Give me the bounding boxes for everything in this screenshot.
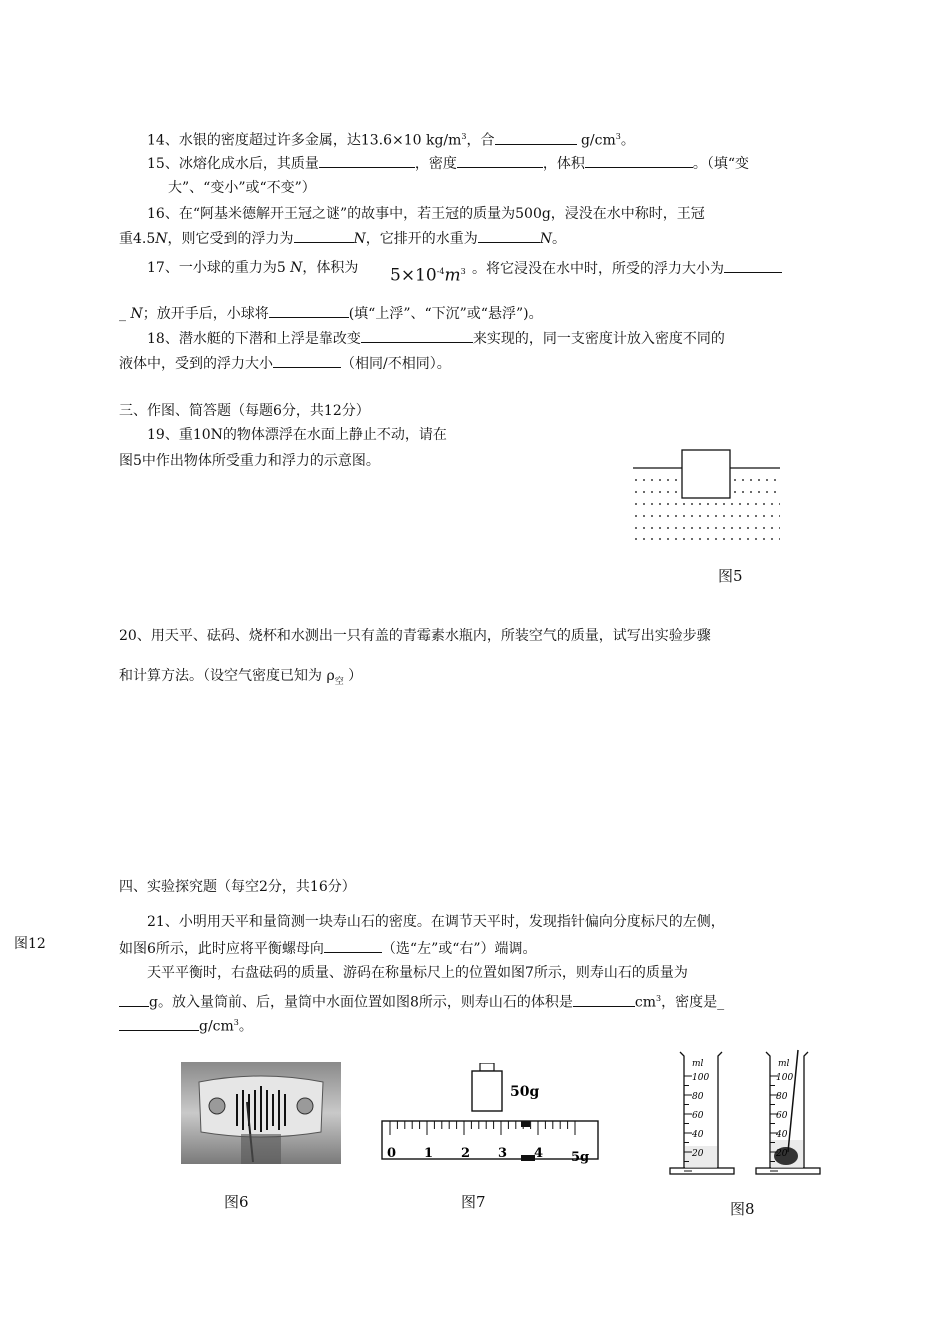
q20-text-c: ） — [343, 668, 363, 684]
q14-text: 14、水银的密度超过许多金属，达13.6×10 kg/m — [147, 132, 462, 149]
figure-8-cylinders — [666, 1048, 836, 1180]
answer-blank[interactable] — [273, 353, 341, 368]
cylinder-tick-label: 60 — [692, 1111, 704, 1121]
q15-text-c: ，体积 — [542, 156, 585, 172]
q17-volume-formula — [390, 262, 466, 286]
scale-tick-label: 3 — [498, 1146, 508, 1161]
q17-math-base: 5×10 — [390, 265, 437, 286]
q17-text-c: 。将它浸没在水中时，所受的浮力大小为 — [472, 261, 724, 277]
answer-blank[interactable] — [585, 153, 693, 168]
q14-unit: g/cm — [576, 132, 616, 149]
question-19-cont: 图5中作出物体所受重力和浮力的示意图。 — [119, 453, 380, 469]
q21-text-g: ，密度是_ — [661, 994, 725, 1011]
answer-blank[interactable] — [294, 228, 354, 243]
q17-text-b: ，体积为 — [302, 260, 359, 276]
figure-6-caption: 图6 — [224, 1193, 249, 1211]
question-16-cont — [119, 228, 566, 249]
cylinder-tick-label: 40 — [692, 1130, 704, 1140]
question-21: 21、小明用天平和量筒测一块寿山石的密度。在调节天平时，发现指针偏向分度标尺的左侧， — [147, 914, 725, 930]
section-3-heading: 三、作图、简答题（每题6分，共12分） — [119, 403, 370, 419]
figure-12-label: 图12 — [14, 936, 46, 952]
question-20: 20、用天平、砝码、烧杯和水测出一只有盖的青霉素水瓶内，所装空气的质量，试写出实验步骤 — [119, 628, 711, 644]
q16-text-e: ，它排开的水重为 — [365, 231, 478, 247]
figure-8-caption: 图8 — [730, 1200, 755, 1218]
q14-mid: ，合 — [466, 132, 495, 149]
q21-text-c: （选“左”或“右”）端调。 — [381, 941, 537, 957]
q16-unit: N — [155, 231, 168, 247]
question-18 — [147, 328, 725, 349]
answer-blank[interactable] — [478, 228, 540, 243]
question-21-line2 — [119, 938, 537, 959]
question-16: 16、在“阿基米德解开王冠之谜”的故事中，若王冠的质量为500g，浸没在水中称时，王冠 — [147, 206, 705, 222]
q20-subscript: 空 — [334, 676, 344, 687]
q21-sup: 3 — [656, 994, 662, 1003]
answer-blank[interactable] — [119, 992, 149, 1007]
q16-unit: N — [539, 231, 553, 247]
answer-blank[interactable] — [724, 258, 782, 273]
cylinder-unit: ml — [778, 1059, 790, 1069]
q17-unit: N — [290, 260, 303, 276]
q15-text: 15、冰熔化成水后，其质量 — [147, 156, 319, 172]
q17-math-unit-sup: 3 — [460, 267, 466, 276]
weight-label: 50g — [510, 1084, 540, 1100]
q15-text-b: ，密度 — [414, 156, 457, 172]
question-15-cont: 大”、“变小”或“不变”） — [168, 180, 316, 196]
cylinder-tick-label: 80 — [776, 1092, 788, 1102]
question-21-line3: 天平平衡时，右盘砝码的质量、游码在称量标尺上的位置如图7所示，则寿山石的质量为 — [147, 965, 688, 981]
cylinder-tick-label: 20 — [692, 1149, 704, 1159]
scale-tick-label: 5g — [571, 1150, 590, 1165]
answer-blank[interactable] — [457, 153, 543, 168]
q18-text-b: 来实现的，同一支密度计放入密度不同的 — [472, 331, 725, 347]
question-19: 19、重10N的物体漂浮在水面上静止不动，请在 — [147, 427, 447, 443]
q18-text-d: （相同/不相同）。 — [341, 356, 451, 372]
figure-5-caption: 图5 — [718, 567, 743, 585]
cylinder-unit: ml — [692, 1059, 704, 1069]
answer-blank[interactable] — [269, 303, 349, 318]
figure-7-weight-scale — [378, 1063, 602, 1173]
question-14 — [147, 127, 635, 151]
question-17-cont — [472, 258, 782, 279]
q17-unit: N — [130, 306, 143, 322]
q17-text-f: (填“上浮”、“下沉”或“悬浮”)。 — [348, 306, 543, 322]
q18-text-c: 液体中，受到的浮力大小 — [119, 356, 273, 372]
question-21-line4 — [119, 989, 724, 1013]
cylinder-tick-label: 100 — [776, 1073, 794, 1083]
answer-blank[interactable] — [495, 130, 577, 145]
scale-tick-label: 1 — [424, 1146, 434, 1161]
q14-unit-sup: 3 — [615, 132, 621, 141]
scale-tick-label: 0 — [387, 1146, 397, 1161]
question-20-cont — [119, 666, 362, 692]
q14-sup: 3 — [461, 132, 467, 141]
q16-end: 。 — [552, 231, 567, 247]
answer-blank[interactable] — [319, 153, 415, 168]
q15-text-d: 。（填“变 — [692, 156, 749, 172]
cylinder-tick-label: 20 — [776, 1149, 788, 1159]
question-18-cont — [119, 353, 451, 374]
question-15 — [147, 153, 749, 174]
cylinder-tick-label: 40 — [776, 1130, 788, 1140]
q16-text-c: ，则它受到的浮力为 — [167, 231, 294, 247]
cylinder-tick-label: 60 — [776, 1111, 788, 1121]
figure-6-balance-pointer — [181, 1062, 341, 1164]
q20-text-b: 和计算方法。（设空气密度已知为 ρ — [119, 668, 335, 684]
q17-text-d: _ — [119, 306, 131, 322]
figure-5-floating-block — [630, 446, 785, 546]
q21-text-h: g/cm — [199, 1018, 234, 1035]
q21-text-f: cm — [634, 994, 656, 1011]
question-21-line5 — [119, 1013, 253, 1037]
q17-math-unit: m — [444, 265, 461, 286]
scale-tick-label: 2 — [461, 1146, 471, 1161]
question-17 — [147, 258, 358, 278]
q21-text-b: 如图6所示，此时应将平衡螺母向 — [119, 941, 324, 957]
q16-unit: N — [353, 231, 366, 247]
q18-text: 18、潜水艇的下潜和上浮是靠改变 — [147, 331, 361, 347]
q17-text-e: ；放开手后，小球将 — [142, 306, 269, 322]
answer-blank[interactable] — [119, 1016, 199, 1031]
question-17-line2 — [119, 303, 543, 324]
answer-blank[interactable] — [573, 992, 635, 1007]
figure-7-caption: 图7 — [461, 1193, 486, 1211]
q21-end: 。 — [238, 1018, 253, 1035]
answer-blank[interactable] — [324, 938, 382, 953]
q16-text-b: 重4.5 — [119, 231, 156, 247]
cylinder-tick-label: 100 — [692, 1073, 710, 1083]
q14-end: 。 — [620, 132, 635, 149]
answer-blank[interactable] — [361, 328, 473, 343]
section-4-heading: 四、实验探究题（每空2分，共16分） — [119, 879, 356, 895]
cylinder-tick-label: 80 — [692, 1092, 704, 1102]
q21-sup: 3 — [233, 1018, 239, 1027]
q17-text: 17、一小球的重力为5 — [147, 260, 291, 276]
q21-text-e: g。放入量筒前、后，量筒中水面位置如图8所示，则寿山石的体积是 — [149, 994, 573, 1011]
scale-tick-label: 4 — [534, 1146, 544, 1161]
q17-math-exp: -4 — [436, 267, 445, 276]
